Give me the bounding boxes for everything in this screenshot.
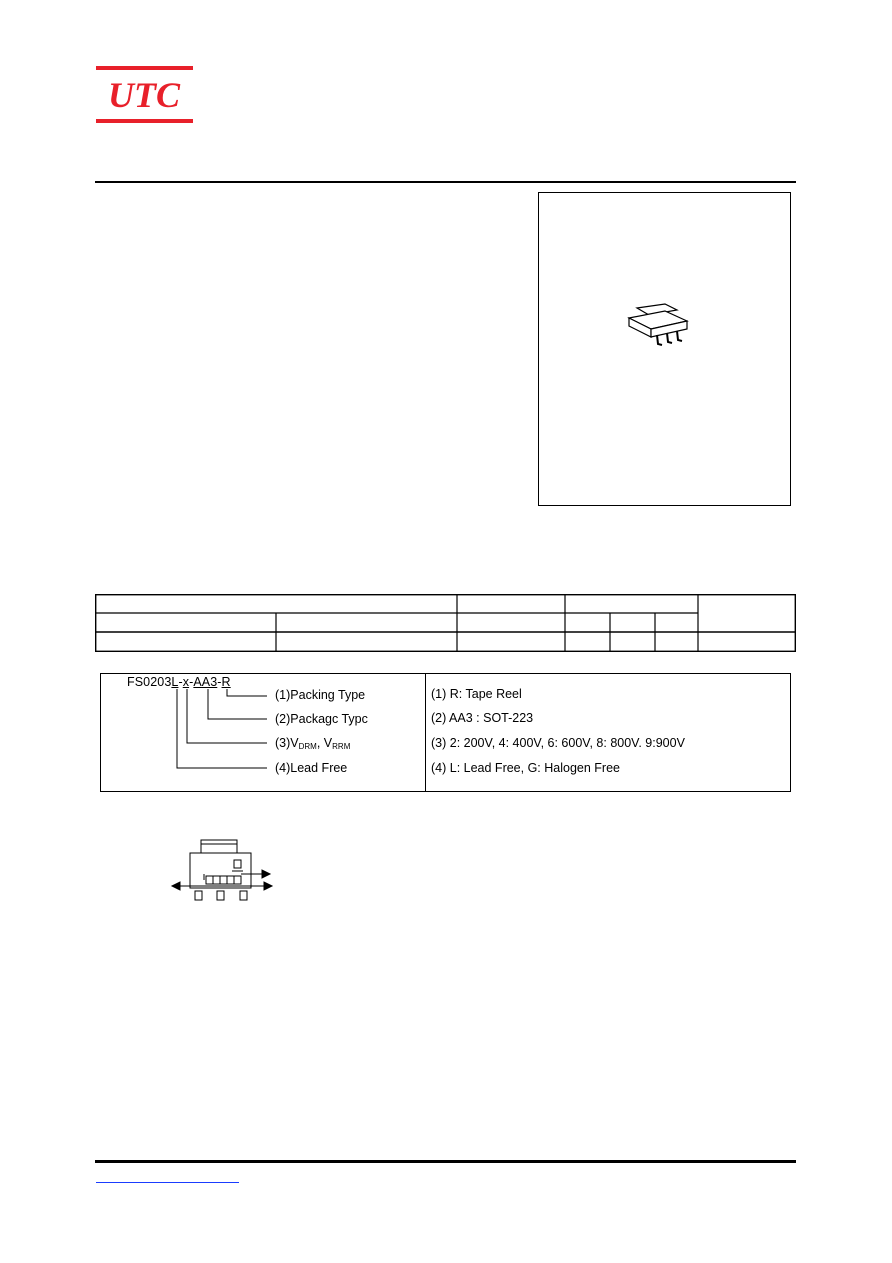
part-number-leader-lines <box>100 673 300 788</box>
sot-223-package-icon <box>625 302 695 355</box>
marking-diagram <box>168 836 278 909</box>
utc-logo-text: UTC <box>108 74 180 115</box>
footer-rule <box>95 1160 796 1163</box>
label-voltage-prefix: (3)V <box>275 736 299 750</box>
website-link[interactable] <box>96 1168 239 1183</box>
desc-packing-type: (1) R: Tape Reel <box>431 687 522 701</box>
separator: - <box>217 675 222 689</box>
desc-package-type: (2) AA3 : SOT-223 <box>431 711 534 725</box>
ordering-information-table <box>95 594 796 652</box>
segment-package: AA3 <box>193 675 218 689</box>
desc-lead-free: (4) L: Lead Free, G: Halogen Free <box>431 761 620 775</box>
utc-logo-mark <box>100 73 189 117</box>
label-packing-type: (1)Packing Type <box>275 688 366 702</box>
segment-voltage: x <box>182 675 190 689</box>
desc-voltage: (3) 2: 200V, 4: 400V, 6: 600V, 8: 800V. 9:900V <box>431 736 685 750</box>
utc-logo <box>96 66 193 123</box>
label-lead-free: (4)Lead Free <box>275 761 348 775</box>
label-package-type: (2)Packagc Typc <box>275 712 368 726</box>
part-number-prefix: FS0203 <box>127 675 172 689</box>
utc-logo-inner <box>96 70 193 119</box>
segment-lead: L <box>171 675 179 689</box>
label-voltage-sub-rrm: RRM <box>332 742 351 751</box>
separator: - <box>189 675 194 689</box>
label-voltage-sub-drm: DRM <box>298 742 317 751</box>
header-rule <box>95 181 796 183</box>
label-voltage <box>275 736 350 751</box>
separator: - <box>178 675 183 689</box>
part-number-divider <box>425 673 426 792</box>
segment-packing: R <box>221 675 231 689</box>
label-voltage-mid: , V <box>316 736 333 750</box>
